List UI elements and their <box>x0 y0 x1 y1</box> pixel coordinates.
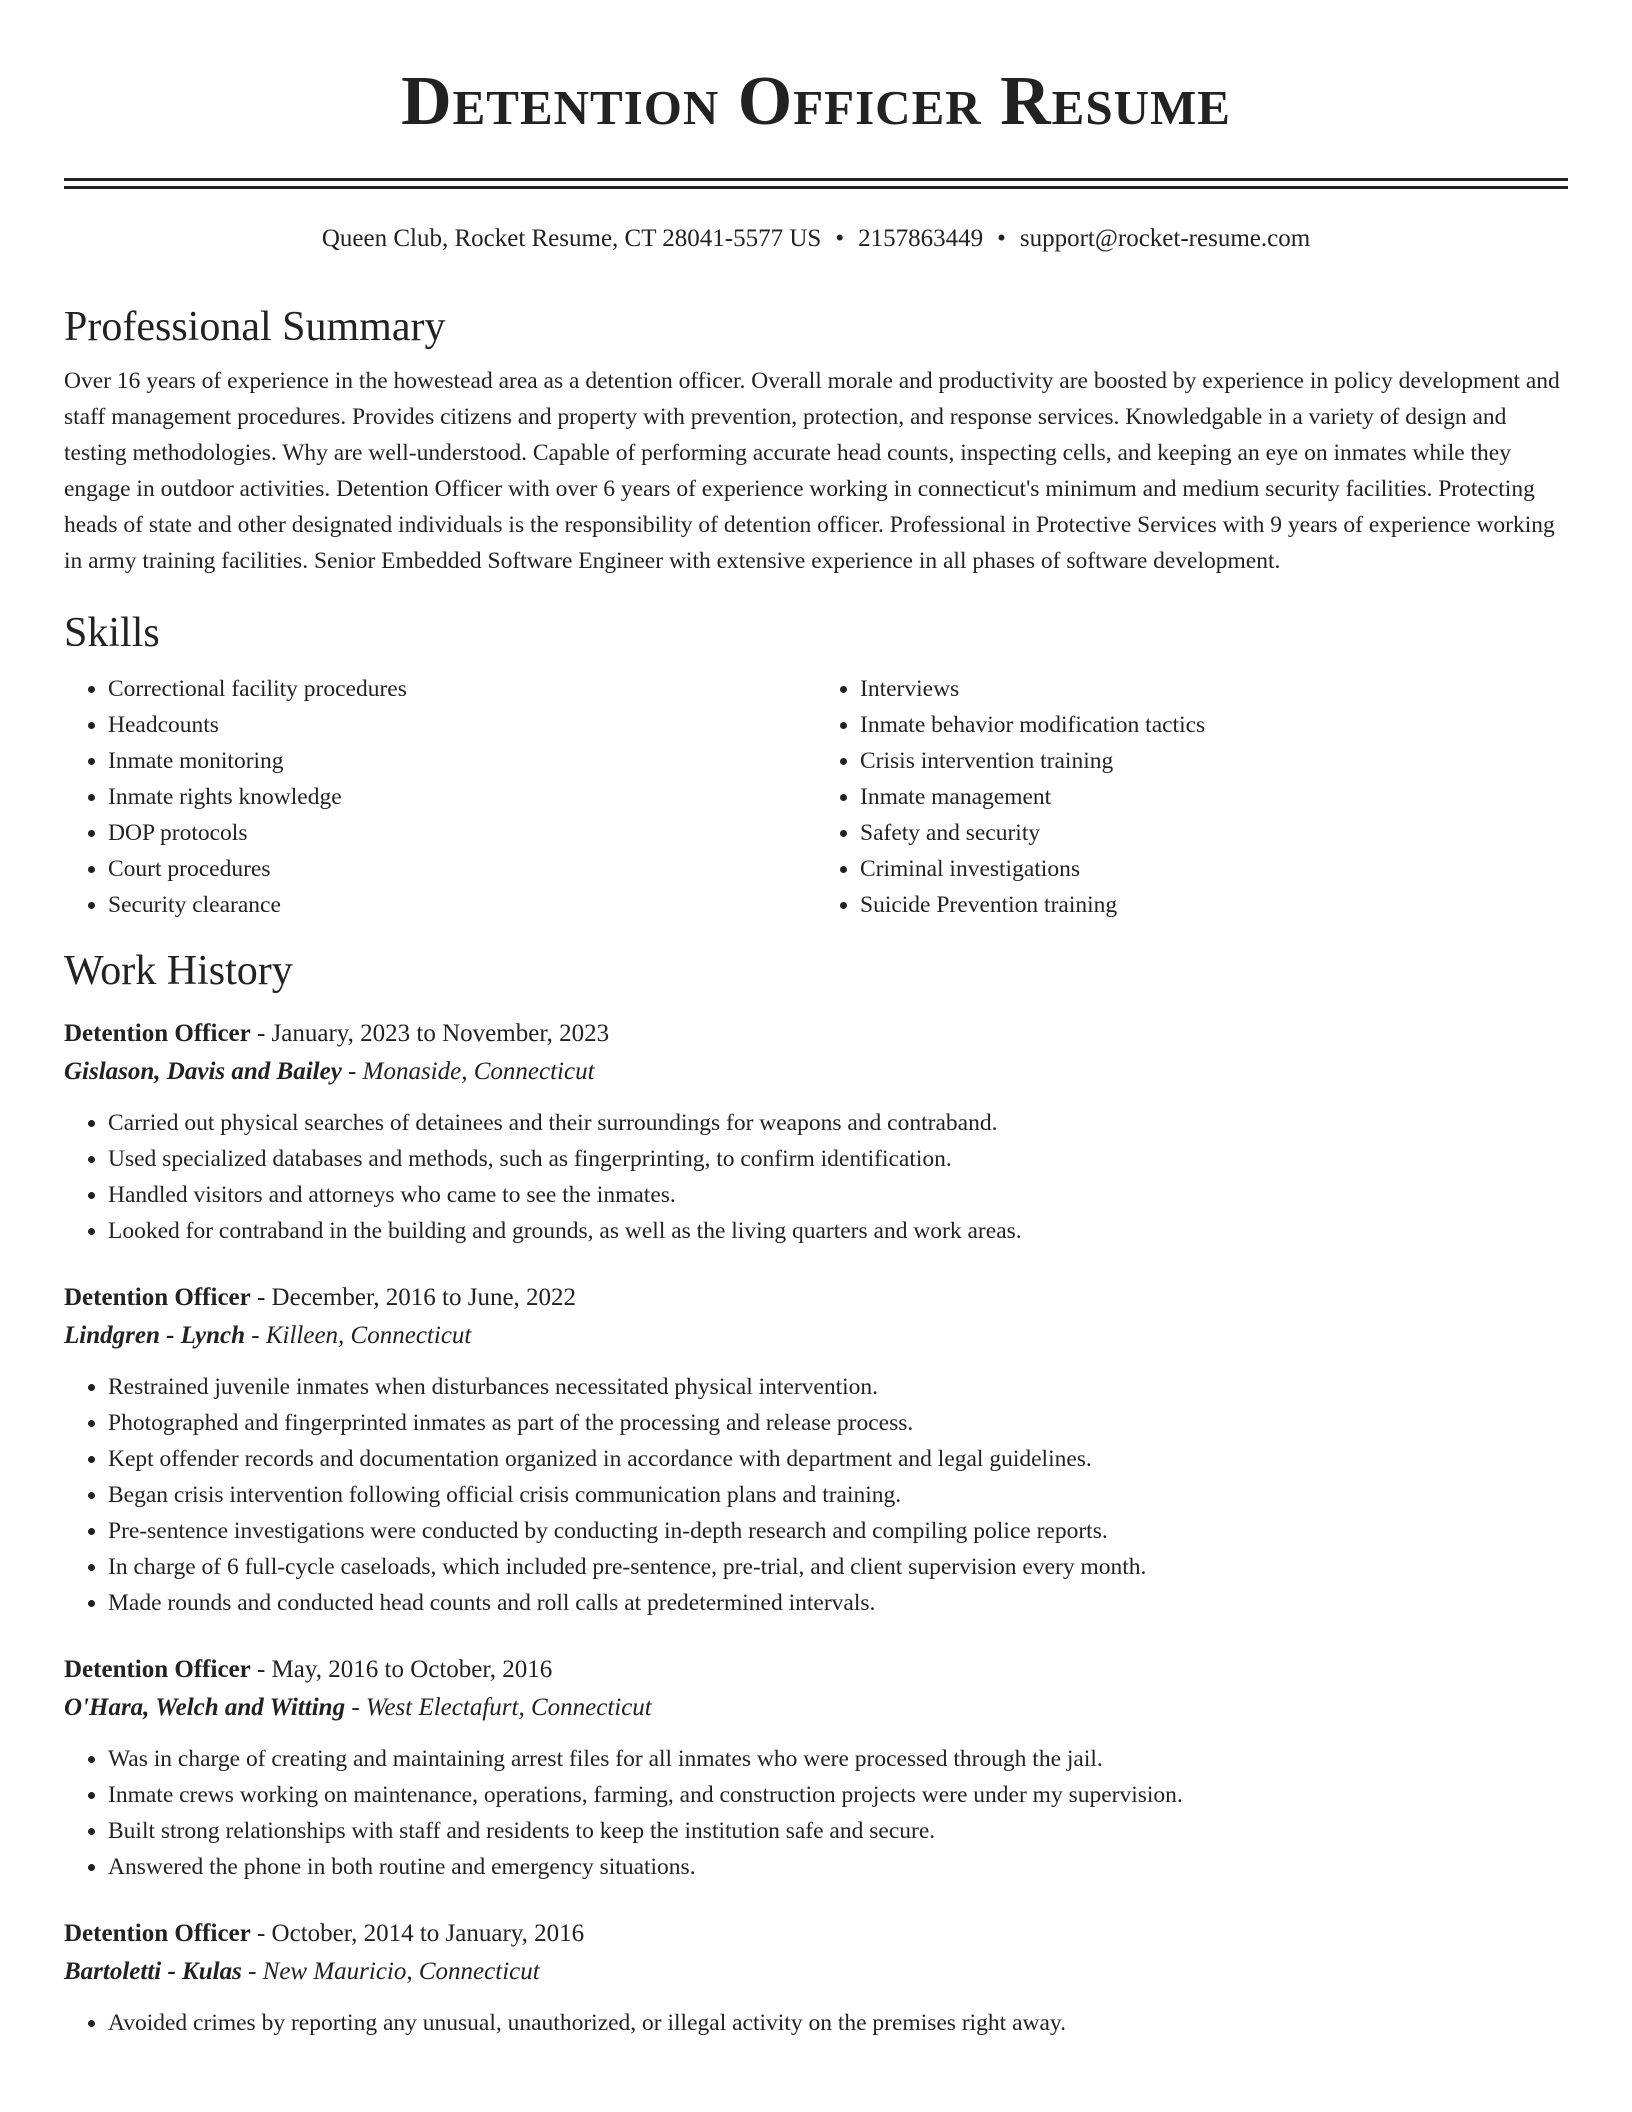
job-duties <box>64 1741 1568 1885</box>
job-duty: • Looked for contraband in the building and grounds, as well as the living quarters and work areas. <box>108 1213 1568 1249</box>
job-company: Bartoletti - Kulas <box>64 1958 242 1985</box>
work-history-heading: Work History <box>64 948 293 994</box>
job-title: Detention Officer <box>64 1656 251 1683</box>
job-title: Detention Officer <box>64 1020 251 1047</box>
skill-item: • Inmate behavior modification tactics <box>860 707 1568 743</box>
job-duty: • Began crisis intervention following official crisis communication plans and training. <box>108 1477 1568 1513</box>
job-entry <box>64 1651 1568 1885</box>
job-duty: • Carried out physical searches of detainees and their surroundings for weapons and contraband. <box>108 1105 1568 1141</box>
job-entry <box>64 1279 1568 1621</box>
contact-phone: 2157863449 <box>858 225 984 252</box>
contact-address: Queen Club, Rocket Resume, CT 28041-5577 US <box>321 225 822 252</box>
skill-item: • Headcounts <box>108 707 816 743</box>
job-header <box>64 1651 1568 1689</box>
skill-item: • Correctional facility procedures <box>108 671 816 707</box>
skills-list-left <box>64 671 816 923</box>
job-duty: • Made rounds and conducted head counts and roll calls at predetermined intervals. <box>108 1585 1568 1621</box>
job-duty: • In charge of 6 full-cycle caseloads, which included pre-sentence, pre-trial, and client supervision every month. <box>108 1549 1568 1585</box>
skill-item: • DOP protocols <box>108 815 816 851</box>
job-employer <box>64 1689 1568 1727</box>
job-duties <box>64 1369 1568 1621</box>
skills-list-right <box>816 671 1568 923</box>
summary-heading: Professional Summary <box>64 304 446 350</box>
job-duty: • Pre-sentence investigations were conducted by conducting in-depth research and compiling police reports. <box>108 1513 1568 1549</box>
job-entry <box>64 1915 1568 2041</box>
job-header <box>64 1279 1568 1317</box>
contact-line <box>64 223 1568 255</box>
summary-text: Over 16 years of experience in the howestead area as a detention officer. Overall morale and productivity are boosted by experience in policy development and staff management procedures. Provides citizens and property with prevention, protection, and response services. Knowledgable in a variety of design and testing methodologies. Why are well-understood. Capable of performing accurate head counts, inspecting cells, and keeping an eye on inmates while they engage in outdoor activities. Detention Officer with over 6 years of experience working in connecticut's minimum and medium security facilities. Protecting heads of state and other designated individuals is the responsibility of detention officer. Professional in Protective Services with 9 years of experience working in army training facilities. Senior Embedded Software Engineer with extensive experience in all phases of software development. <box>64 368 1560 574</box>
resume-title: Detention Officer Resume <box>401 63 1231 140</box>
skill-item: • Criminal investigations <box>860 851 1568 887</box>
job-duty: • Answered the phone in both routine and emergency situations. <box>108 1849 1568 1885</box>
contact-separator: • <box>835 225 845 252</box>
job-duty: • Restrained juvenile inmates when disturbances necessitated physical intervention. <box>108 1369 1568 1405</box>
skills-columns <box>64 671 1568 923</box>
title-divider-bottom <box>64 186 1568 189</box>
skill-item: • Crisis intervention training <box>860 743 1568 779</box>
skill-item: • Inmate monitoring <box>108 743 816 779</box>
job-dates: - May, 2016 to October, 2016 <box>256 1656 553 1683</box>
job-duty: • Photographed and fingerprinted inmates as part of the processing and release process. <box>108 1405 1568 1441</box>
skill-item: • Court procedures <box>108 851 816 887</box>
job-duties <box>64 1105 1568 1249</box>
skill-item: • Inmate rights knowledge <box>108 779 816 815</box>
job-company: O'Hara, Welch and Witting <box>64 1694 346 1721</box>
contact-email: support@rocket-resume.com <box>1019 225 1311 252</box>
skill-item: • Inmate management <box>860 779 1568 815</box>
job-dates: - December, 2016 to June, 2022 <box>256 1284 577 1311</box>
skills-heading: Skills <box>64 610 160 656</box>
job-header <box>64 1915 1568 1953</box>
job-duty: • Handled visitors and attorneys who came to see the inmates. <box>108 1177 1568 1213</box>
job-location: - Monaside, Connecticut <box>348 1058 595 1085</box>
job-employer <box>64 1053 1568 1091</box>
job-entry <box>64 1015 1568 1249</box>
job-company: Gislason, Davis and Bailey <box>64 1058 342 1085</box>
skill-item: • Safety and security <box>860 815 1568 851</box>
job-duties <box>64 2005 1568 2041</box>
job-duty: • Built strong relationships with staff and residents to keep the institution safe and secure. <box>108 1813 1568 1849</box>
job-dates: - January, 2023 to November, 2023 <box>256 1020 610 1047</box>
job-company: Lindgren - Lynch <box>64 1322 246 1349</box>
job-title: Detention Officer <box>64 1284 251 1311</box>
job-header <box>64 1015 1568 1053</box>
skill-item: • Security clearance <box>108 887 816 923</box>
job-duty: • Used specialized databases and methods, such as fingerprinting, to confirm identification. <box>108 1141 1568 1177</box>
job-location: - Killeen, Connecticut <box>251 1322 472 1349</box>
job-employer <box>64 1953 1568 1991</box>
job-title: Detention Officer <box>64 1920 251 1947</box>
job-employer <box>64 1317 1568 1355</box>
job-duty: • Kept offender records and documentation organized in accordance with department and legal guidelines. <box>108 1441 1568 1477</box>
skill-item: • Interviews <box>860 671 1568 707</box>
job-location: - West Electafurt, Connecticut <box>351 1694 652 1721</box>
job-duty: • Was in charge of creating and maintaining arrest files for all inmates who were processed through the jail. <box>108 1741 1568 1777</box>
contact-separator: • <box>997 225 1006 252</box>
job-duty: • Avoided crimes by reporting any unusual, unauthorized, or illegal activity on the premises right away. <box>108 2005 1568 2041</box>
job-duty: • Inmate crews working on maintenance, operations, farming, and construction projects were under my supervision. <box>108 1777 1568 1813</box>
job-location: - New Mauricio, Connecticut <box>248 1958 540 1985</box>
job-dates: - October, 2014 to January, 2016 <box>256 1920 585 1947</box>
skill-item: • Suicide Prevention training <box>860 887 1568 923</box>
